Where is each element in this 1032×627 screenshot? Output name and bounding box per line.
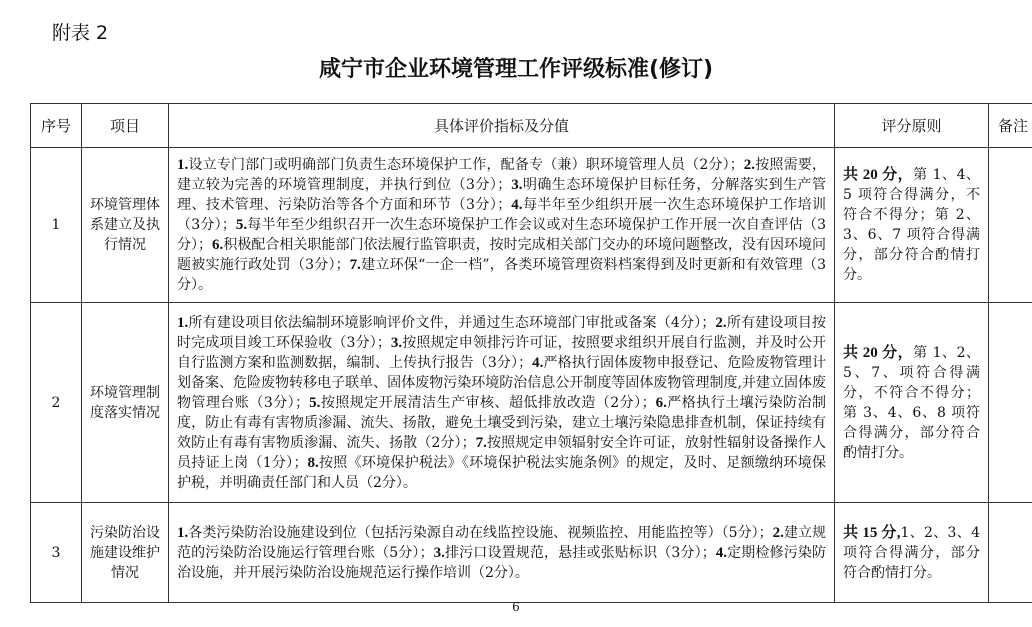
criterion-number: 5. (235, 217, 248, 233)
header-criteria: 具体评价指标及分值 (169, 104, 835, 148)
item-name: 环境管理制度落实情况 (82, 303, 169, 503)
criteria-cell (169, 148, 835, 303)
criterion-number: 1. (177, 524, 189, 541)
score-total: 共 15 分, (843, 524, 901, 541)
criterion-number: 5. (309, 394, 321, 411)
criterion-text: 积极配合相关职能部门依法履行监管职责，按时完成相关部门交办的环境问题整改，没有因环境问题被实施行政处罚（3分）； (177, 237, 827, 273)
criterion-text: 设立专门部门或明确部门负责生态环境保护工作，配备专（兼）职环境管理人员（2分）； (188, 157, 744, 173)
note-cell (989, 303, 1032, 503)
criterion-number: 7. (349, 257, 361, 273)
page-number: 6 (512, 600, 520, 614)
criterion-number: 4. (511, 197, 523, 213)
criterion-text: 按照规定申领辐射安全许可证，放射性辐射设备操作人员持证上岗（1分）； (177, 434, 827, 471)
criterion-number: 1. (177, 157, 189, 173)
note-cell (989, 148, 1032, 303)
criterion-text: 按照《环境保护税法》《环境保护税法实施条例》的规定，及时、足额缴纳环境保护税，并明确责任部门和人员（2分）。 (177, 454, 826, 491)
criterion-text: 各类污染防治设施建设到位（包括污染源自动在线监控设施、视频监控、用能监控等）（5分）； (188, 524, 773, 541)
criterion-text: 每半年至少组织召开一次生态环境保护工作会议或对生态环境保护工作开展一次自查评估（3分）； (177, 217, 826, 253)
note-cell (989, 503, 1032, 603)
table-row (31, 303, 1032, 503)
criterion-number: 2. (715, 314, 727, 331)
header-scoring: 评分原则 (835, 104, 989, 148)
criterion-number: 1. (177, 314, 189, 331)
table-row (31, 503, 1032, 603)
table-row (31, 148, 1032, 303)
score-text: 第 1、2、5、7、项符合得满分，不符合不得分；第 3、4、6、8 项符合得满分，部分符合酌情打分。 (843, 344, 980, 461)
criterion-text: 按照需要，建立较为完善的环境管理制度，并执行到位（3分）； (177, 157, 827, 193)
criterion-text: 建立环保“一企一档”，各类环境管理资料档案得到及时更新和有效管理（3分）。 (177, 257, 826, 293)
row-number: 3 (31, 503, 82, 603)
criterion-text: 建立规范的污染防治设施运行管理台账（5分）； (177, 524, 827, 561)
rating-standard-table (30, 103, 1032, 603)
criterion-text: 按照规定开展清洁生产审核、超低排放改造（2分）； (320, 394, 656, 411)
criterion-number: 6. (655, 394, 667, 411)
criterion-text: 按照规定申领排污许可证，按照要求组织开展自行监测，并及时公开自行监测方案和监测数据，编制、上传执行报告（3分）； (177, 334, 826, 371)
row-number: 2 (31, 303, 82, 503)
criterion-number: 2. (772, 524, 784, 541)
criterion-text: 严格执行固体废物申报登记、危险废物管理计划备案、危险废物转移电子联单、固体废物污染环境防治信息公开制度等固体废物管理制度,并建立固体废物管理台账（3分）； (177, 354, 827, 411)
item-name: 污染防治设施建设维护情况 (82, 503, 169, 603)
criterion-text: 所有建设项目依法编制环境影响评价文件，并通过生态环境部门审批或备案（4分）； (188, 314, 716, 331)
criterion-text: 排污口设置规范，悬挂或张贴标识（3分）； (444, 544, 716, 561)
score-text: 第 1、4、5 项符合得满分，不符合不得分；第 2、3、6、7 项符合得满分，部分符合酌情打分。 (843, 167, 980, 283)
criterion-text: 所有建设项目按时完成项目竣工环保验收（3分）； (177, 314, 827, 351)
header-item: 项目 (82, 104, 169, 148)
annex-label: 附表 2 (52, 22, 109, 44)
document-title: 咸宁市企业环境管理工作评级标准(修订) (318, 57, 714, 82)
row-number: 1 (31, 148, 82, 303)
score-text: 1、2、3、4 项符合得满分，部分符合酌情打分。 (843, 524, 980, 581)
criterion-text: 严格执行土壤污染防治制度，防止有毒有害物质渗漏、流失、扬散，避免土壤受到污染，建立土壤污染隐患排查机制，保证持续有效防止有毒有害物质渗漏、流失、扬散（2分）； (177, 394, 826, 451)
criterion-number: 3. (511, 177, 523, 193)
criterion-text: 每半年至少组织开展一次生态环境保护工作培训（3分）； (177, 197, 827, 233)
header-no: 序号 (31, 104, 82, 148)
criterion-text: 明确生态环境保护目标任务，分解落实到生产管理、技术管理、污染防治等各个方面和环节（3分）； (177, 177, 827, 213)
scoring-cell (835, 503, 989, 603)
scoring-cell (835, 148, 989, 303)
table-header-row (31, 104, 1032, 148)
score-total: 共 20 分， (843, 167, 914, 183)
criterion-number: 4. (532, 354, 544, 371)
criterion-number: 3. (390, 334, 403, 351)
score-total: 共 20 分， (843, 344, 914, 361)
header-note: 备注 (989, 104, 1032, 148)
criteria-cell (169, 303, 835, 503)
scoring-cell (835, 303, 989, 503)
criterion-number: 8. (307, 454, 319, 471)
criteria-cell (169, 503, 835, 603)
criterion-text: 定期检修污染防治设施，并开展污染防治设施规范运行操作培训（2分）。 (177, 544, 827, 581)
criterion-number: 2. (743, 157, 756, 173)
criterion-number: 6. (212, 237, 224, 253)
criterion-number: 3. (433, 544, 445, 561)
criterion-number: 4. (715, 544, 727, 561)
item-name: 环境管理体系建立及执行情况 (82, 148, 169, 303)
criterion-number: 7. (475, 434, 487, 451)
